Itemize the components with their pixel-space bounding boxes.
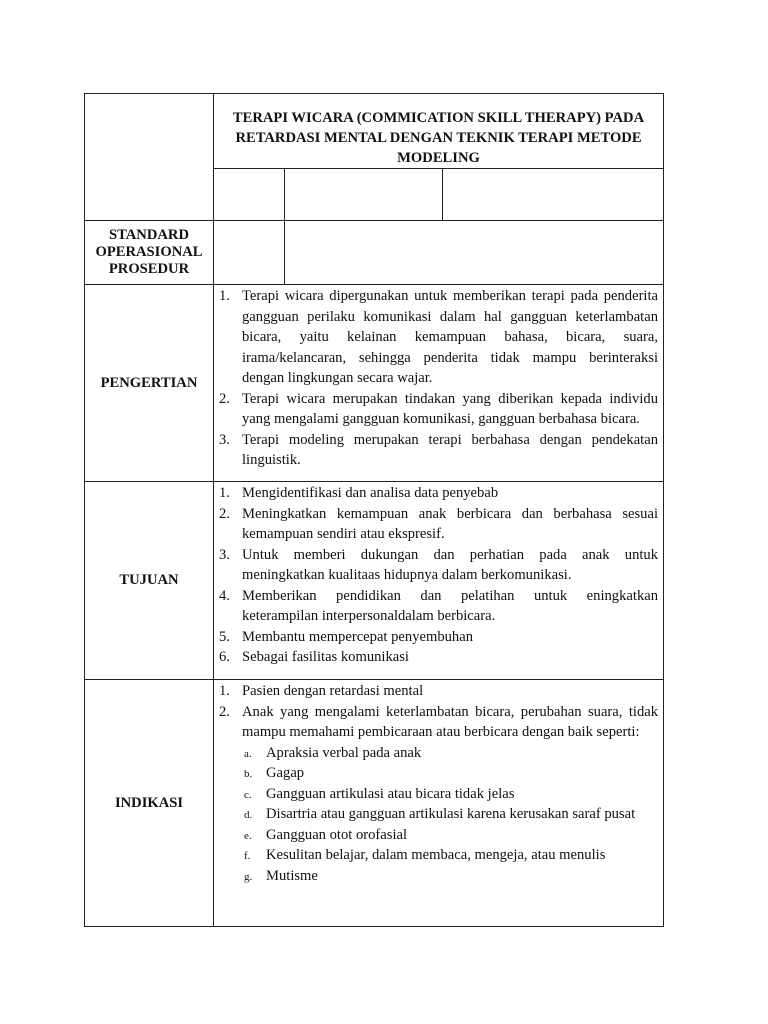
list-item: 5. Membantu mempercepat penyembuhan (219, 628, 473, 645)
list-item: b. Gagap (244, 765, 305, 781)
list-item: 1. Terapi wicara dipergunakan untuk memberikan terapi pada penderita gangguan perilaku komunikasi dalam hal gangguan keterlambatan bicara, yaitu kelainan kemampuan bahasa, bicara, suara, irama/kelancaran, sehingga penderita tidak mampu berinteraksi dengan lingkungan secara wajar. (219, 288, 659, 386)
pengertian-row (85, 285, 664, 482)
list-item: 1. Mengidentifikasi dan analisa data penyebab (219, 485, 499, 501)
logo-cell (85, 94, 214, 221)
list-item: 6. Sebagai fasilitas komunikasi (219, 649, 409, 665)
indikasi-label: INDIKASI (85, 680, 214, 927)
sop-table (84, 93, 664, 927)
list-item: c. Gangguan artikulasi atau bicara tidak jelas (244, 785, 515, 802)
indikasi-content (214, 680, 664, 927)
list-item: 4. Memberikan pendidikan dan pelatihan untuk eningkatkan keterampilan interpersonaldalam berbicara. (219, 587, 659, 624)
list-item: f. Kesulitan belajar, dalam membaca, mengeja, atau menulis (244, 847, 606, 863)
pengertian-label: PENGERTIAN (85, 285, 214, 482)
doc-number-cell (214, 169, 285, 221)
list-item: 2. Meningkatkan kemampuan anak berbicara dan berbahasa sesuai kemampuan sendiri atau ekspresif. (219, 505, 659, 542)
indikasi-list (218, 681, 658, 886)
list-item: 2. Terapi wicara merupakan tindakan yang diberikan kepada individu yang mengalami gangguan komunikasi, gangguan berbahasa bicara. (219, 390, 659, 427)
indikasi-sublist (242, 743, 658, 887)
tujuan-list (218, 483, 658, 668)
list-item: 3. Untuk memberi dukungan dan perhatian pada anak untuk meningkatkan kualitaas hidupnya dalam berkomunikasi. (219, 546, 659, 583)
indikasi-row (85, 680, 664, 927)
title-row (85, 94, 664, 169)
sop-row (85, 221, 664, 285)
list-item: g. Mutisme (244, 867, 318, 884)
list-item: a. Apraksia verbal pada anak (244, 744, 422, 761)
document-title: TERAPI WICARA (COMMICATION SKILL THERAPY) PADA RETARDASI MENTAL DENGAN TEKNIK TERAPI METODE MODELING (214, 94, 664, 169)
pengertian-list (218, 286, 658, 471)
approval-cell (285, 221, 664, 285)
list-item: 1. Pasien dengan retardasi mental (219, 683, 424, 699)
issue-date-cell (214, 221, 285, 285)
pengertian-content (214, 285, 664, 482)
list-item: d. Disartria atau gangguan artikulasi karena kerusakan saraf pusat (244, 806, 636, 822)
page-cell (443, 169, 664, 221)
tujuan-row (85, 482, 664, 680)
tujuan-content (214, 482, 664, 680)
revision-cell (285, 169, 443, 221)
sop-label: STANDARD OPERASIONAL PROSEDUR (85, 221, 214, 285)
tujuan-label: TUJUAN (85, 482, 214, 680)
list-item: 3. Terapi modeling merupakan terapi berbahasa dengan pendekatan linguistik. (219, 431, 659, 468)
list-item: 2. Anak yang mengalami keterlambatan bicara, perubahan suara, tidak mampu memahami pembicaraan atau berbicara dengan baik seperti: a. Apraksia verbal pada anak b. Gagap c. Gangguan artikulasi atau bicara tidak jelas d. Disartria atau gangguan artikulasi karena kerusakan saraf pusat e. Gangguan otot orofasial f. Kesulitan belajar, dalam membaca, mengeja, atau menulis g. Mutisme (218, 702, 658, 887)
list-item: e. Gangguan otot orofasial (244, 826, 408, 843)
